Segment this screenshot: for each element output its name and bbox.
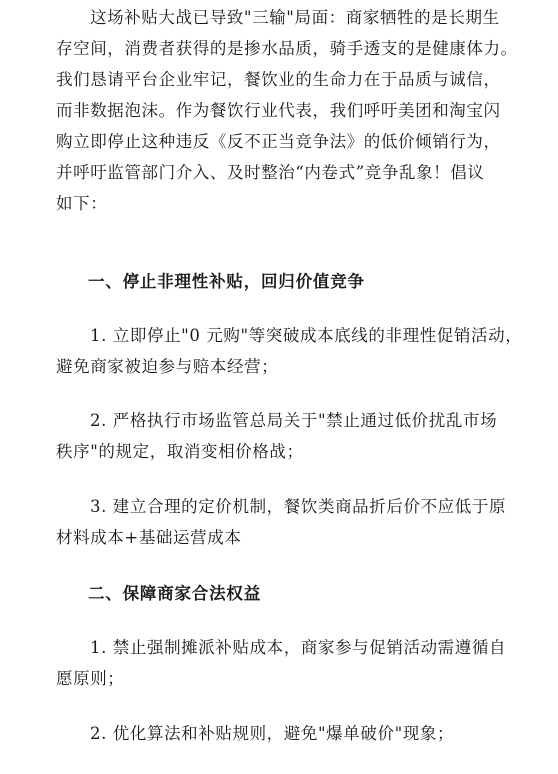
- item-line: 1. 立即停止"0 元购"等突破成本底线的非理性促销活动，: [90, 326, 523, 345]
- intro-line: 并呼吁监管部门介入、及时整治“内卷式”竞争乱象！倡议: [56, 163, 485, 182]
- section-1-item-2: [56, 405, 526, 467]
- item-line: 2. 优化算法和补贴规则，避免"爆单破价"现象；: [90, 724, 455, 743]
- section-1-item-1: [56, 320, 526, 382]
- item-line: 1. 禁止强制摊派补贴成本，商家参与促销活动需遵循自: [90, 638, 507, 657]
- intro-line: 如下：: [56, 194, 108, 213]
- intro-line: 存空间，消费者获得的是掺水品质，骑手透支的是健康体力。: [56, 39, 518, 58]
- section-1-heading: 一、停止非理性补贴，回归价值竞争: [88, 272, 365, 291]
- intro-line: 而非数据泡沫。作为餐饮行业代表，我们呼吁美团和淘宝闪: [56, 101, 501, 120]
- intro-line: 这场补贴大战已导致"三输"局面：商家牺牲的是长期生: [90, 8, 500, 27]
- item-line: 秩序"的规定，取消变相价格战；: [56, 442, 304, 461]
- item-line: 3. 建立合理的定价机制，餐饮类商品折后价不应低于原: [90, 497, 507, 516]
- section-2-item-2: [56, 718, 526, 749]
- section-2-heading: 二、保障商家合法权益: [88, 584, 261, 603]
- item-line: 避免商家被迫参与赔本经营；: [56, 357, 279, 376]
- intro-line: 我们恳请平台企业牢记，餐饮业的生命力在于品质与诚信，: [56, 70, 501, 89]
- item-line: 材料成本+基础运营成本: [56, 528, 242, 547]
- section-2-item-1: [56, 632, 526, 694]
- intro-line: 购立即停止这种违反《反不正当竞争法》的低价倾销行为，: [56, 132, 501, 151]
- item-line: 愿原则；: [56, 669, 125, 688]
- section-1-item-3: [56, 491, 526, 553]
- intro-paragraph: [56, 2, 526, 219]
- item-line: 2. 严格执行市场监管总局关于"禁止通过低价扰乱市场: [90, 411, 498, 430]
